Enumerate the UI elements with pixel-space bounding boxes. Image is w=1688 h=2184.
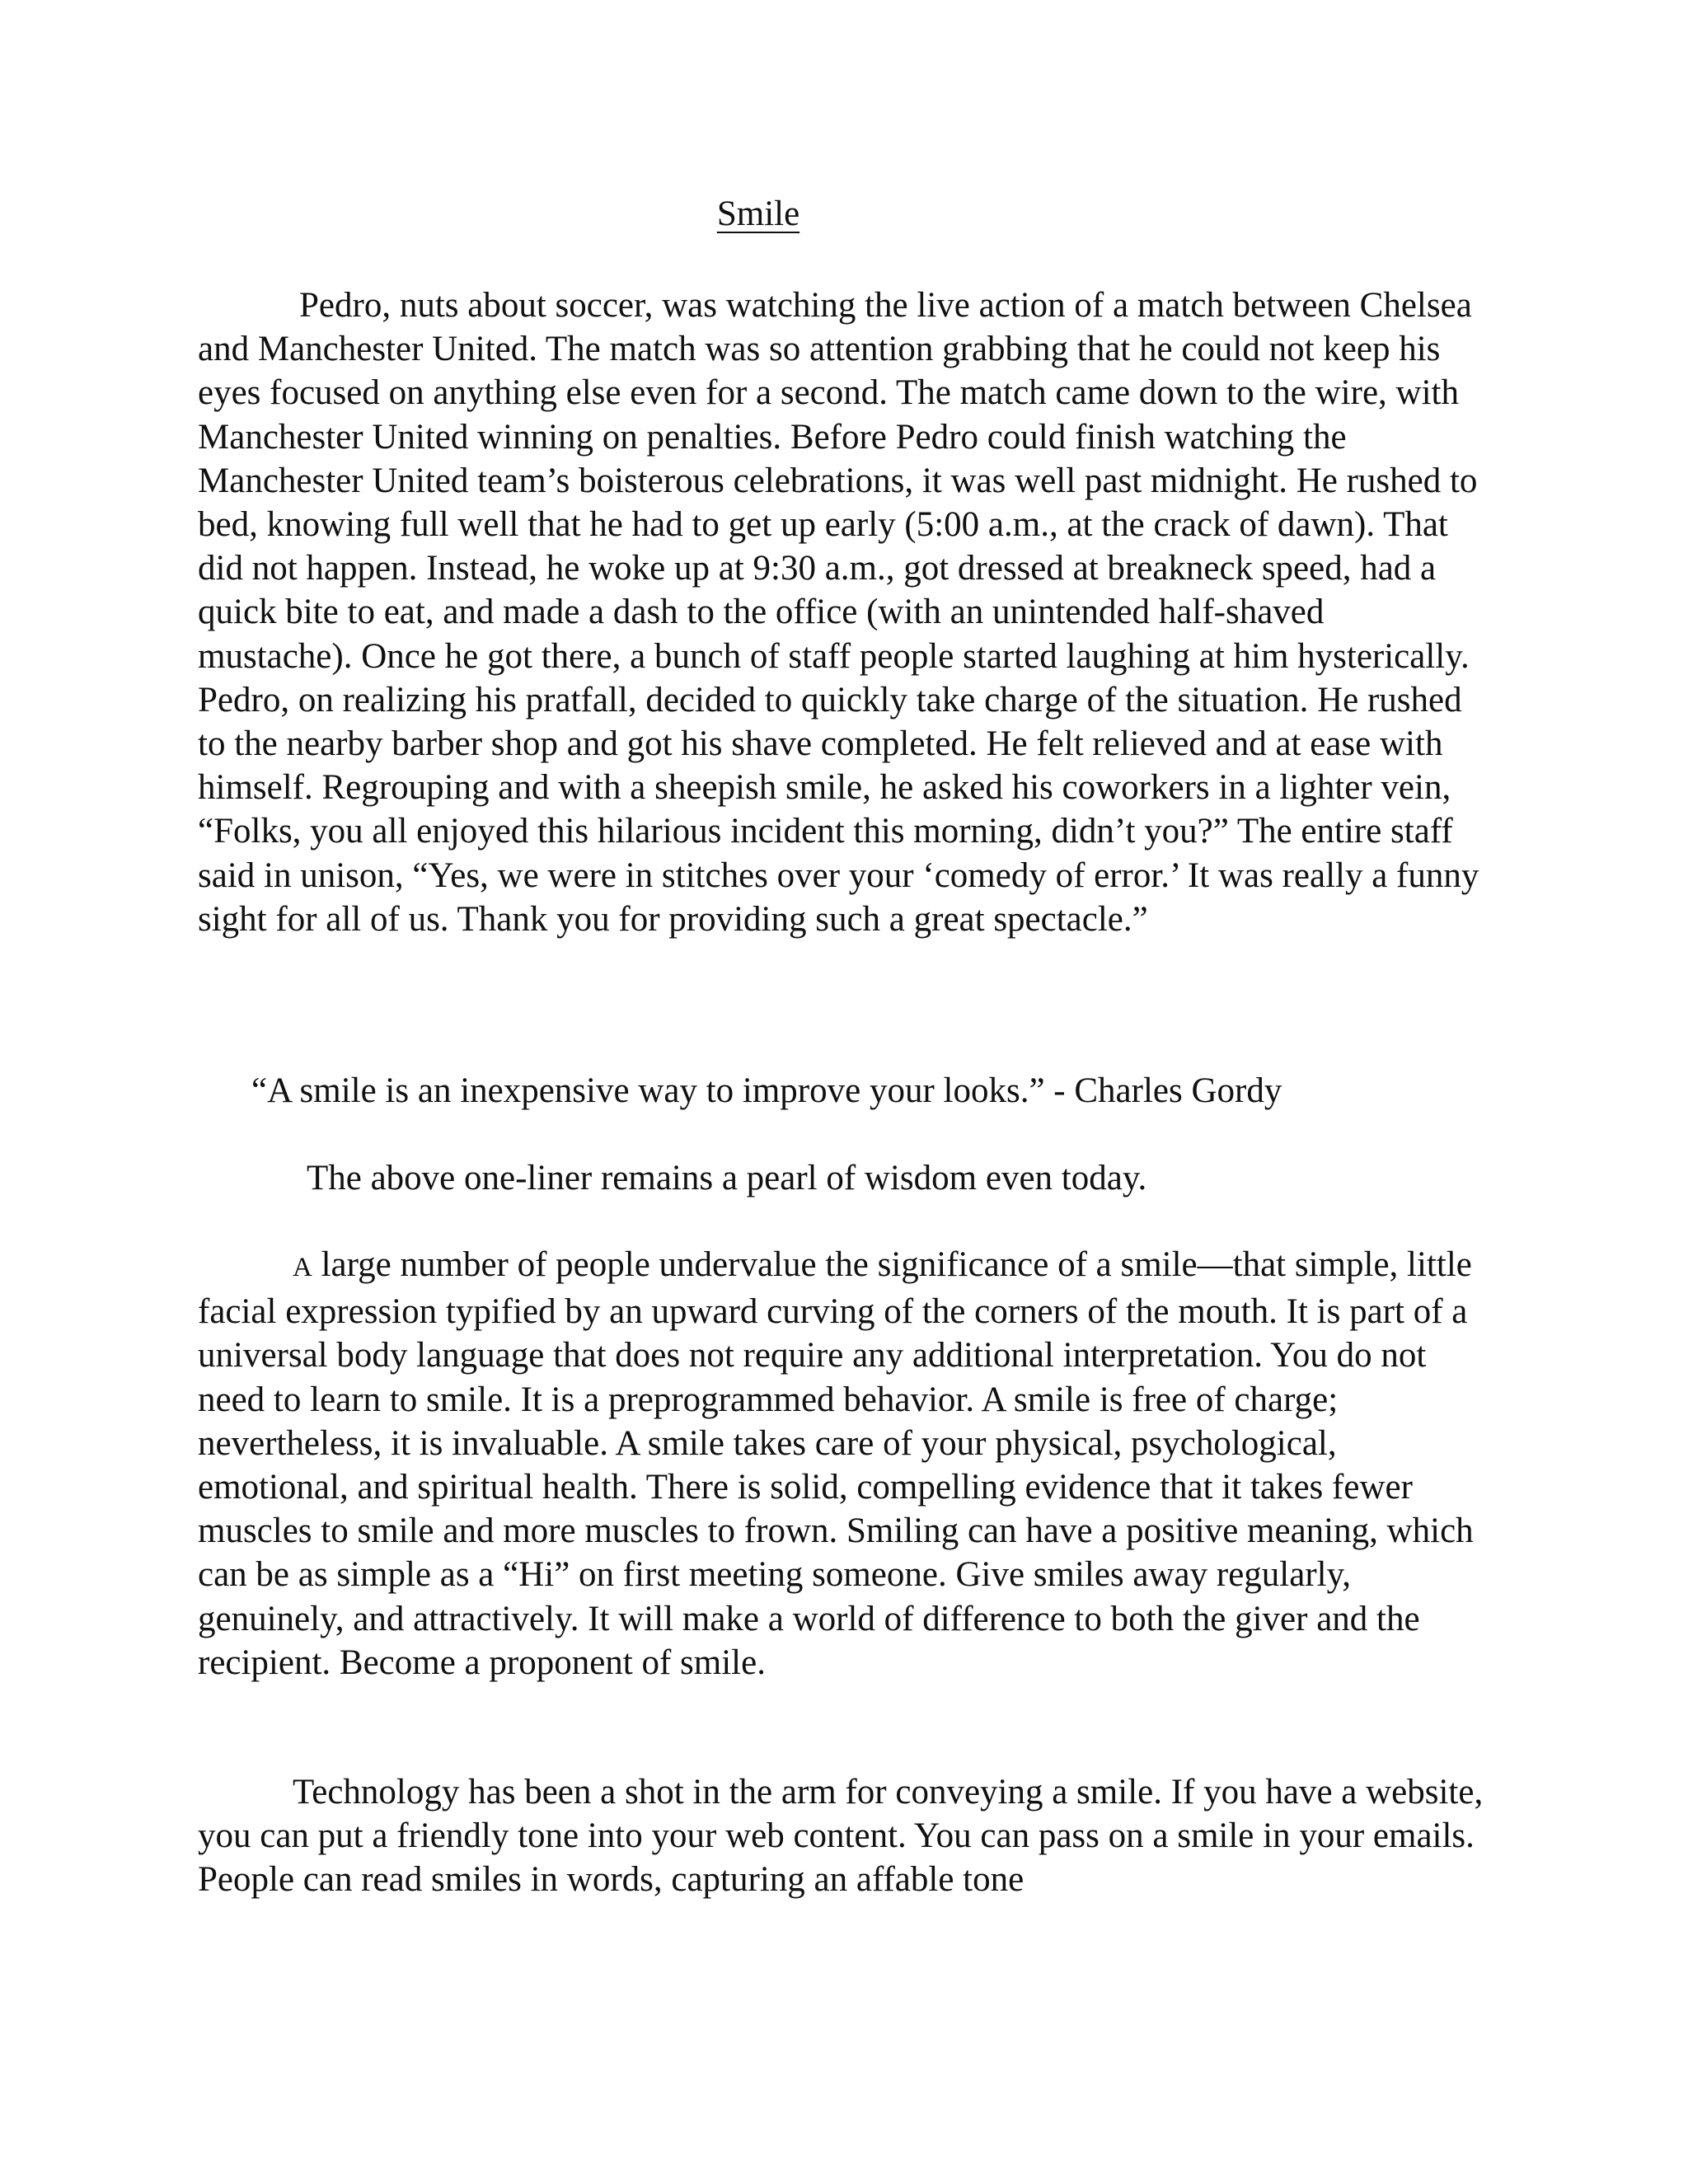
paragraph-smile-significance xyxy=(198,1243,1484,1685)
page-title: Smile xyxy=(716,194,800,233)
paragraph-pearl-of-wisdom: The above one-liner remains a pearl of wisdom even today. xyxy=(307,1159,1147,1197)
paragraph-initial-letter: A xyxy=(293,1253,312,1282)
paragraph-technology: Technology has been a shot in the arm for conveying a smile. If you have a website, you can put a friendly tone into your web content. You can pass on a smile in your emails. People can read smiles in words, capturing an affable tone xyxy=(198,1773,1484,1900)
quote-charles-gordy: “A smile is an inexpensive way to improve your looks.” - Charles Gordy xyxy=(251,1071,1282,1110)
paragraph-pedro-story: Pedro, nuts about soccer, was watching the live action of a match between Chelsea and Manchester United. The match was so attention grabbing that he could not keep his eyes focused on anything else even for a second. The match came down to the wire, with Manchester United winning on penalties. Before Pedro could finish watching the Manchester United team’s boisterous celebrations, it was well past midnight. He rushed to bed, knowing full well that he had to get up early (5:00 a.m., at the crack of dawn). That did not happen. Instead, he woke up at 9:30 a.m., got dressed at breakneck speed, had a quick bite to eat, and made a dash to the office (with an unintended half-shaved mustache). Once he got there, a bunch of staff people started laughing at him hysterically. Pedro, on realizing his pratfall, decided to quickly take charge of the situation. He rushed to the nearby barber shop and got his shave completed. He felt relieved and at ease with himself. Regrouping and with a sheepish smile, he asked his coworkers in a lighter vein, “Folks, you all enjoyed this hilarious incident this morning, didn’t you?” The entire staff said in unison, “Yes, we were in stitches over your ‘comedy of error.’ It was really a funny sight for all of us. Thank you for providing such a great spectacle.” xyxy=(198,286,1479,939)
paragraph-body-text: large number of people undervalue the significance of a smile—that simple, little facial expression typified by an upward curving of the corners of the mouth. It is part of a universal body language that does not require any additional interpretation. You do not need to learn to smile. It is a preprogrammed behavior. A smile is free of charge; nevertheless, it is invaluable. A smile takes care of your physical, psychological, emotional, and spiritual health. There is solid, compelling evidence that it takes fewer muscles to smile and more muscles to frown. Smiling can have a positive meaning, which can be as simple as a “Hi” on first meeting someone. Give smiles away regularly, genuinely, and attractively. It will make a world of difference to both the giver and the recipient. Become a proponent of smile. xyxy=(198,1245,1474,1682)
